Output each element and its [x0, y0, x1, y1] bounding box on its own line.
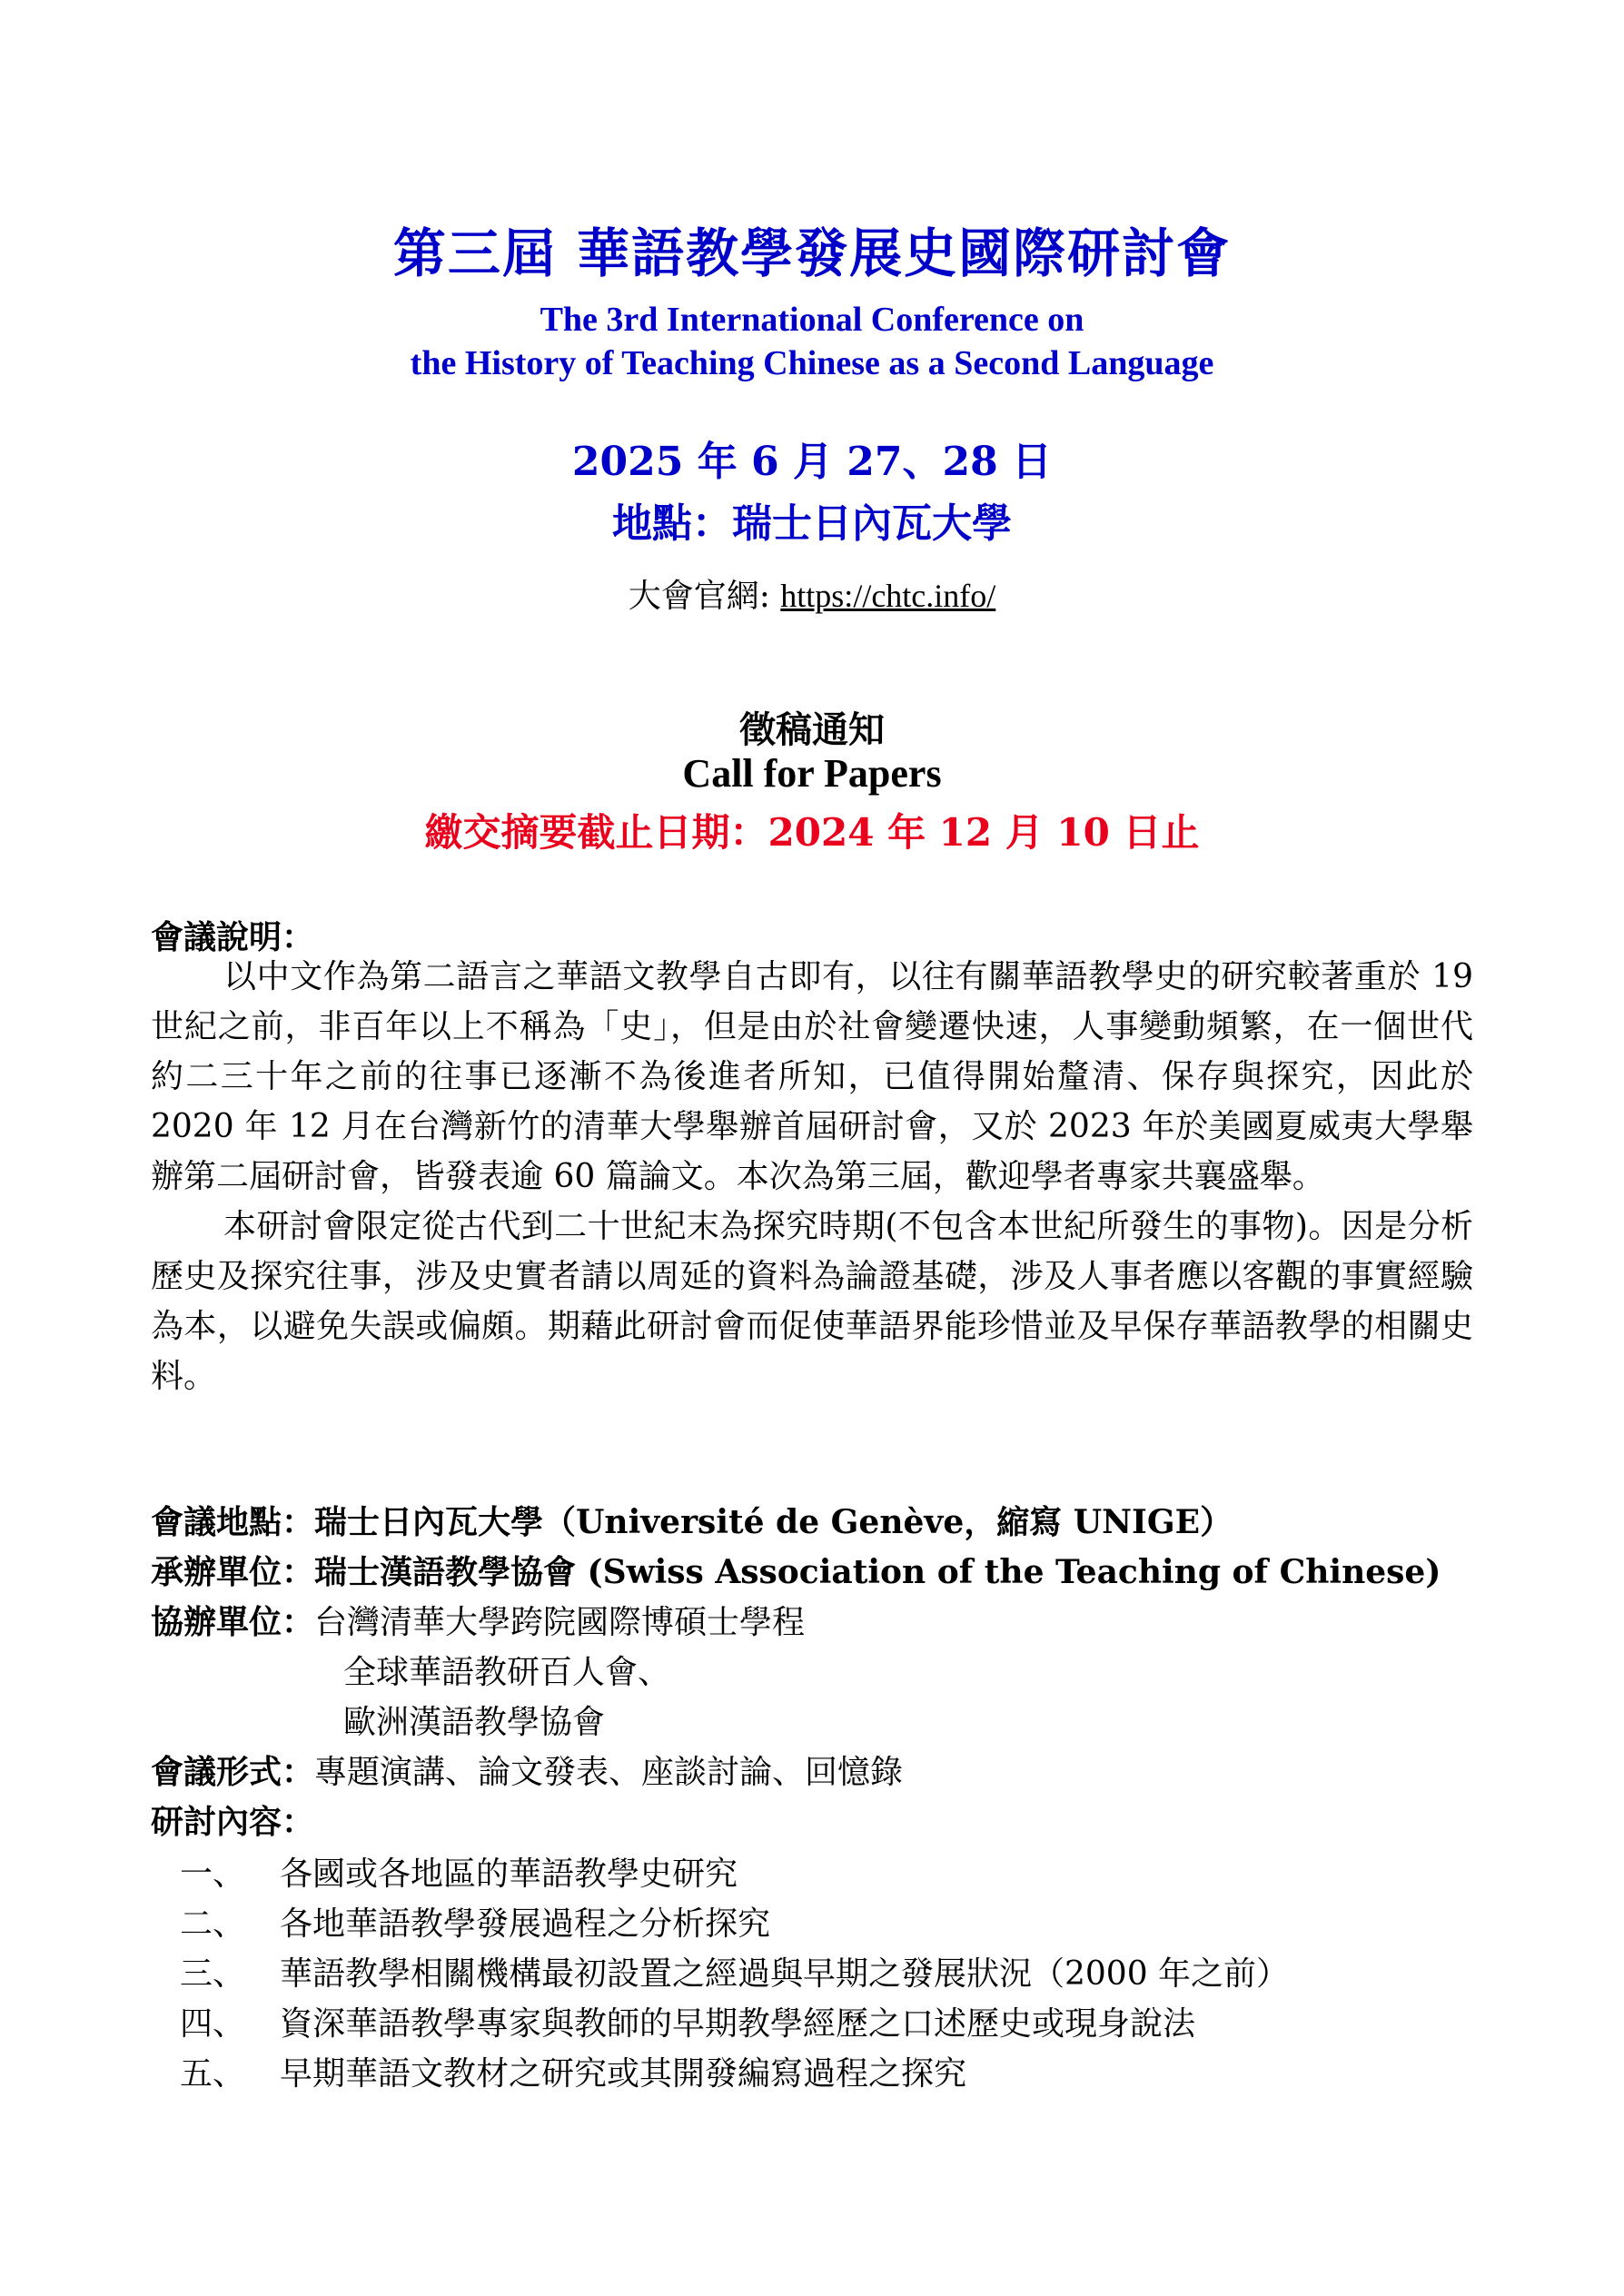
topic-item: 四、 資深華語教學專家與教師的早期教學經歷之口述歷史或現身說法 — [180, 2005, 1196, 2043]
abstract-deadline: 繳交摘要截止日期：2024 年 12 月 10 日止 — [424, 810, 1200, 855]
coorganizer-item: 歐洲漢語教學協會 — [343, 1704, 606, 1741]
topic-item: 二、 各地華語教學發展過程之分析探究 — [180, 1905, 771, 1943]
organizer-row — [151, 1547, 1441, 1593]
format-row — [151, 1747, 903, 1793]
conference-title-en-line1: The 3rd International Conference on — [540, 301, 1084, 339]
location-label: 會議地點： — [151, 1503, 315, 1541]
call-for-papers-title-zh: 徵稿通知 — [739, 708, 885, 751]
description-body — [151, 952, 1473, 1401]
website-link[interactable]: https://chtc.info/ — [780, 578, 996, 614]
call-for-papers-title-en: Call for Papers — [682, 751, 942, 796]
conference-title-zh: 第三屆 華語教學發展史國際研討會 — [392, 223, 1232, 284]
location-row — [151, 1497, 1233, 1543]
coorganizer-label: 協辦單位： — [151, 1603, 315, 1641]
conference-date: 2025 年 6 月 27、28 日 — [571, 439, 1053, 485]
coorganizer-row — [151, 1597, 805, 1643]
location-value: 瑞士日內瓦大學（Université de Genève，縮寫 UNIGE） — [314, 1503, 1233, 1541]
website-label: 大會官網: — [628, 578, 781, 615]
format-value: 專題演講、論文發表、座談討論、回憶錄 — [314, 1754, 904, 1791]
description-paragraph-1: 以中文作為第二語言之華語文教學自古即有，以往有關華語教學史的研究較著重於 19 世紀之前，非百年以上不稱為「史」，但是由於社會變遷快速，人事變動頻繁，在一個世代約二三十年之前的往事已逐漸不為後進者所知，已值得開始釐清、保存與探究，因此於 2020 年 12 月在台灣新竹的清華大學舉辦首屆研討會，又於 2023 年於美國夏威夷大學舉辦第二屆研討會，皆發表逾 60 篇論文。本次為第三屆，歡迎學者專家共襄盛舉。 — [151, 958, 1473, 1195]
topics-heading: 研討內容： — [151, 1803, 315, 1841]
format-label: 會議形式： — [151, 1753, 315, 1791]
topic-item: 五、 早期華語文教材之研究或其開發編寫過程之探究 — [180, 2055, 967, 2093]
organizer-label: 承辦單位： — [151, 1553, 315, 1591]
conference-title-en-line2: the History of Teaching Chinese as a Second Language — [410, 344, 1214, 382]
description-paragraph-2: 本研討會限定從古代到二十世紀末為探究時期(不包含本世紀所發生的事物)。因是分析歷史及探究往事，涉及史實者請以周延的資料為論證基礎，涉及人事者應以客觀的事實經驗為本，以避免失誤或偏頗。期藉此研討會而促使華語界能珍惜並及早保存華語教學的相關史料。 — [151, 1208, 1473, 1395]
website-line — [0, 570, 1624, 617]
description-heading: 會議說明： — [151, 918, 315, 956]
conference-venue: 地點：瑞士日內瓦大學 — [612, 500, 1012, 547]
topic-item: 三、 華語教學相關機構最初設置之經過與早期之發展狀況（2000 年之前） — [180, 1955, 1290, 1993]
organizer-value: 瑞士漢語教學協會 (Swiss Association of the Teaching of Chinese) — [314, 1553, 1441, 1591]
coorganizer-item: 全球華語教研百人會、 — [343, 1654, 671, 1691]
topic-item: 一、 各國或各地區的華語教學史研究 — [180, 1856, 738, 1893]
coorganizer-item: 台灣清華大學跨院國際博碩士學程 — [314, 1604, 806, 1641]
